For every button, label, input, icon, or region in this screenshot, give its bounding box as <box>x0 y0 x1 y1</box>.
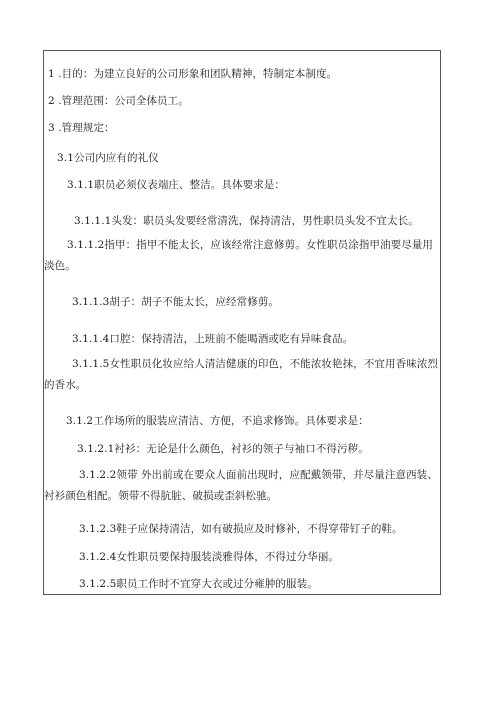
clause-3-1-2-4: 3.1.2.4女性职员要保持服装淡雅得体，不得过分华丽。 <box>79 551 340 563</box>
document-frame <box>43 50 441 595</box>
clause-3-1: 3.1公司内应有的礼仪 <box>57 152 159 164</box>
section-rules: 3 .管理规定： <box>48 122 115 134</box>
clause-3-1-1-5: 3.1.1.5女性职员化妆应给人清洁健康的印色，不能浓妆艳抹，不宜用香味浓烈的香水。 <box>44 358 439 391</box>
clause-3-1-2-5: 3.1.2.5职员工作时不宜穿大衣或过分雍肿的服装。 <box>79 578 318 590</box>
clause-3-1-1-1: 3.1.1.1头发：职员头发要经常清洗，保持清洁，男性职员头发不宜太长。 <box>74 215 419 227</box>
clause-3-1-2-3: 3.1.2.3鞋子应保持清洁，如有破损应及时修补，不得穿带钉子的鞋。 <box>79 523 403 535</box>
clause-3-1-1-3: 3.1.1.3胡子：胡子不能太长，应经常修剪。 <box>72 296 280 308</box>
clause-3-1-1-4: 3.1.1.4口腔：保持清洁，上班前不能喝酒或吃有异味食品。 <box>72 333 354 345</box>
clause-3-1-1-2: 3.1.1.2指甲：指甲不能太长，应该经常注意修剪。女性职员涂指甲油要尽量用淡色。 <box>44 239 434 272</box>
clause-3-1-2-2: 3.1.2.2领带 外出前或在要众人面前出现时，应配戴领带，并尽量注意西装、衬衫颜色相配。领带不得肮脏、破损或歪斜松驰。 <box>44 469 438 502</box>
section-scope: 2 .管理范围：公司全体员工。 <box>48 95 189 107</box>
clause-3-1-2: 3.1.2工作场所的服装应清洁、方便，不追求修饰。具体要求是： <box>66 415 369 427</box>
section-purpose: 1 .目的：为建立良好的公司形象和团队精神，特制定本制度。 <box>48 68 338 80</box>
clause-3-1-1: 3.1.1职员必须仪表端庄、整洁。具体要求是： <box>67 179 286 191</box>
clause-3-1-2-1: 3.1.2.1衬衫：无论是什么颜色，衬衫的领子与袖口不得污秽。 <box>77 443 369 455</box>
